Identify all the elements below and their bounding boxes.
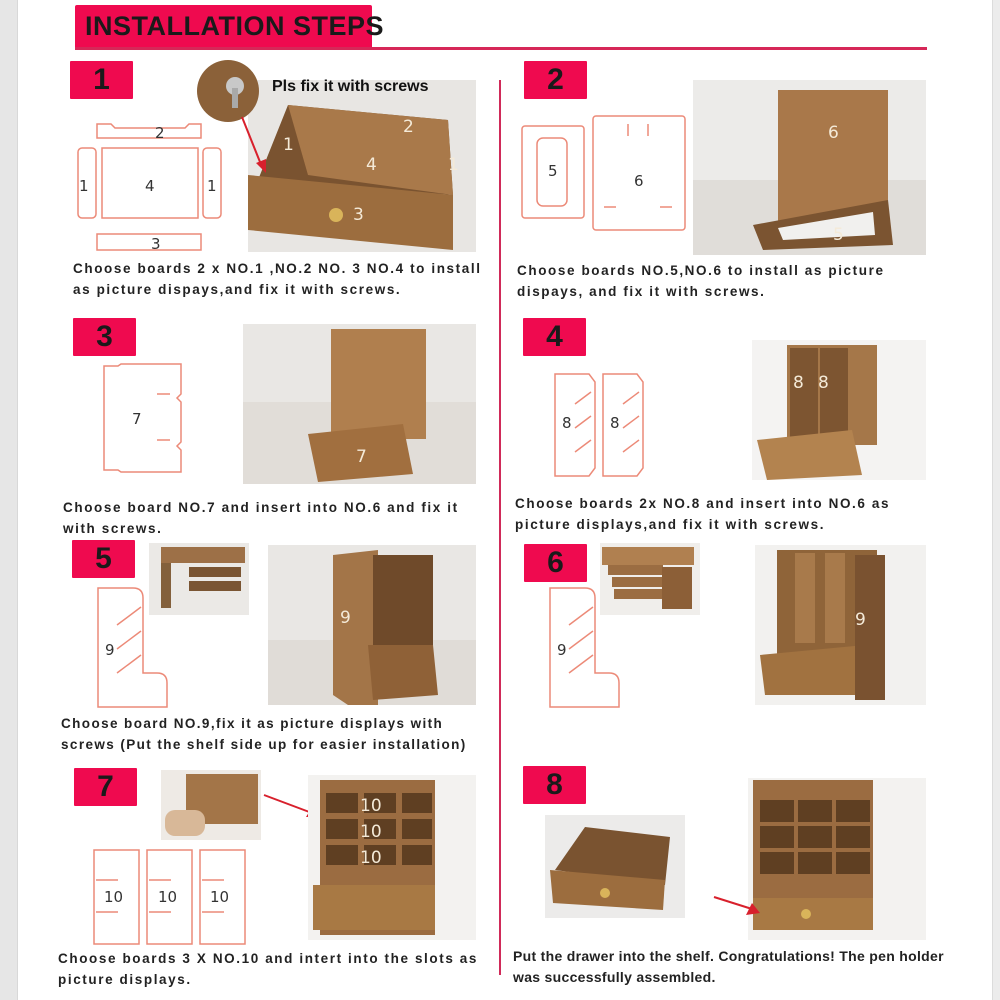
screw-arrow-icon [240, 115, 270, 180]
board-diagram [92, 848, 247, 946]
step-number-badge: 2 [524, 61, 587, 99]
step-caption: Choose boards NO.5,NO.6 to install as picture dispays, and fix it with screws. [517, 263, 885, 299]
board-diagram [100, 362, 188, 474]
svg-text:4: 4 [145, 177, 155, 195]
board-diagram [520, 112, 690, 234]
svg-text:1: 1 [448, 155, 459, 175]
svg-text:1: 1 [283, 135, 294, 155]
step-caption: Choose board NO.9,fix it as picture displays with screws (Put the shelf side up for easier installation) [61, 716, 467, 752]
svg-text:1: 1 [79, 177, 89, 195]
svg-text:4: 4 [366, 155, 377, 175]
step-number-badge: 6 [524, 544, 587, 582]
title-underline [75, 47, 927, 50]
board-diagram [553, 370, 648, 480]
svg-text:10: 10 [360, 822, 382, 842]
svg-text:2: 2 [403, 117, 414, 137]
assembly-photo [755, 545, 926, 705]
assembly-photo [308, 775, 476, 940]
step-caption: Put the drawer into the shelf. Congratulations! The pen holder was successfully assembled. [513, 948, 944, 985]
svg-text:6: 6 [634, 172, 644, 190]
svg-text:8: 8 [818, 373, 829, 393]
svg-text:7: 7 [132, 410, 142, 428]
svg-text:7: 7 [356, 447, 367, 467]
board-diagram [75, 118, 225, 258]
svg-text:9: 9 [557, 641, 567, 659]
svg-text:3: 3 [151, 235, 161, 253]
step-number-badge: 1 [70, 61, 133, 99]
step-number-badge: 5 [72, 540, 135, 578]
svg-text:1: 1 [207, 177, 217, 195]
screw-closeup-photo [197, 60, 259, 122]
assembly-photo [693, 80, 926, 255]
assembly-photo [243, 324, 476, 484]
svg-text:10: 10 [158, 888, 178, 906]
step-caption: Choose board NO.7 and insert into NO.6 and fix it with screws. [63, 500, 459, 536]
assembly-photo [752, 340, 926, 480]
step-number-badge: 7 [74, 768, 137, 806]
svg-text:2: 2 [155, 124, 165, 142]
step-number-badge: 8 [523, 766, 586, 804]
svg-text:6: 6 [828, 123, 839, 143]
step-caption: Choose boards 3 X NO.10 and intert into the slots as picture displays. [58, 951, 479, 987]
drawer-photo [545, 815, 685, 918]
svg-text:3: 3 [353, 205, 364, 225]
screw-callout: Pls fix it with screws [272, 78, 429, 95]
step-caption: Choose boards 2 x NO.1 ,NO.2 NO. 3 NO.4 to install as picture dispays,and fix it with screws. [73, 261, 482, 297]
svg-text:9: 9 [855, 610, 866, 630]
assembly-photo [248, 80, 476, 252]
page-right-margin [992, 0, 1000, 1000]
step-number-badge: 3 [73, 318, 136, 356]
svg-text:5: 5 [833, 225, 844, 245]
svg-text:5: 5 [548, 162, 558, 180]
svg-text:8: 8 [793, 373, 804, 393]
drawer-arrow-icon [712, 893, 762, 924]
column-divider [499, 80, 501, 975]
board-diagram [95, 585, 170, 710]
svg-text:9: 9 [340, 608, 351, 628]
svg-text:9: 9 [105, 641, 115, 659]
finished-photo [748, 778, 926, 940]
page-left-margin [0, 0, 18, 1000]
board-diagram [547, 585, 622, 710]
assembly-photo [268, 545, 476, 705]
svg-text:8: 8 [610, 414, 620, 432]
svg-text:10: 10 [360, 848, 382, 868]
step-number-badge: 4 [523, 318, 586, 356]
svg-text:10: 10 [210, 888, 230, 906]
step-caption: Choose boards 2x NO.8 and insert into NO.6 as picture displays,and fix it with screws. [515, 496, 891, 532]
page-title: INSTALLATION STEPS [85, 11, 384, 41]
svg-text:10: 10 [104, 888, 124, 906]
detail-photo [161, 770, 261, 840]
svg-text:10: 10 [360, 796, 382, 816]
svg-text:8: 8 [562, 414, 572, 432]
